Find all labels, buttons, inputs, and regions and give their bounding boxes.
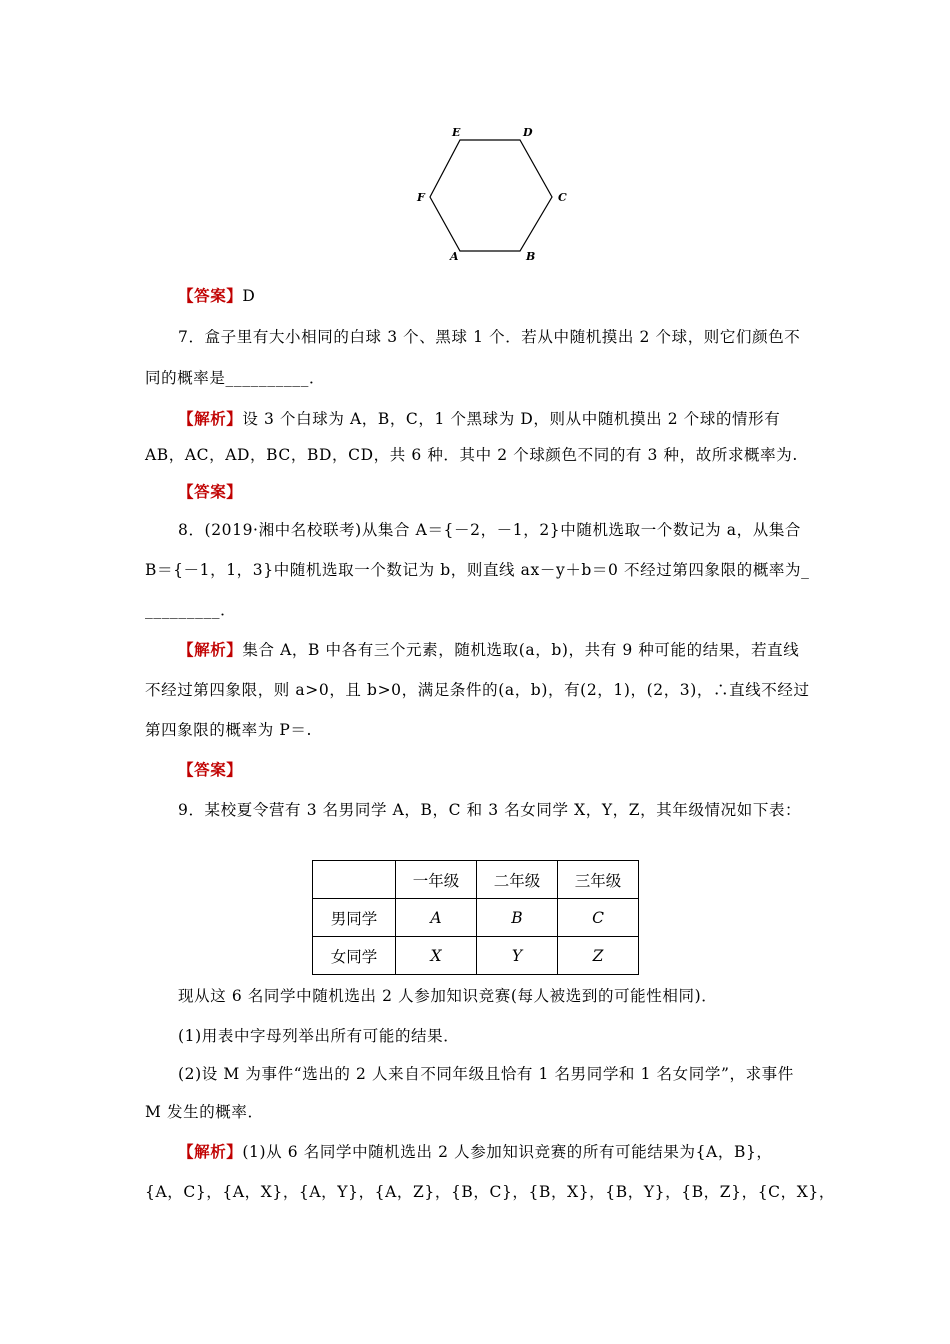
analysis-text: 设 3 个白球为 A，B，C，1 个黑球为 D，则从中随机摸出 2 个球的情形有 xyxy=(242,410,781,428)
table-row xyxy=(313,937,639,975)
analysis-text: 集合 A，B 中各有三个元素，随机选取(a，b)，共有 9 种可能的结果，若直线 xyxy=(242,641,800,659)
q9-part-2-line-1: (2)设 M 为事件“选出的 2 人来自不同年级且恰有 1 名男同学和 1 名女同学”，求事件 xyxy=(178,1065,794,1083)
q8-analysis-line-2: 不经过第四象限，则 a>0，且 b>0，满足条件的(a，b)，有(2，1)，(2，3)，∴直线不经过 xyxy=(145,681,810,699)
hexagon-shape xyxy=(430,140,552,251)
table-header-cell xyxy=(313,861,396,899)
q7-stem-line-1: 7．盒子里有大小相同的白球 3 个、黑球 1 个．若从中随机摸出 2 个球，则它们颜色不 xyxy=(178,328,801,346)
q9-part-2-line-2: M 发生的概率． xyxy=(145,1103,264,1121)
vertex-label-B: B xyxy=(526,250,536,263)
table-header-row xyxy=(313,861,639,899)
table-cell: C xyxy=(558,899,639,937)
q8-stem-line-2: B＝{－1，1，3}中随机选取一个数记为 b，则直线 ax－y＋b＝0 不经过第四象限的概率为_ xyxy=(145,561,810,579)
analysis-tag: 【解析】 xyxy=(178,409,243,428)
q7-stem-line-2: 同的概率是__________． xyxy=(145,369,326,387)
answer-tag: 【答案】 xyxy=(178,286,243,305)
table-header-cell: 一年级 xyxy=(396,861,477,899)
q8-stem-line-3: _________． xyxy=(145,601,237,619)
table-cell: 男同学 xyxy=(313,899,396,937)
hexagon-diagram xyxy=(405,120,575,270)
q9-stem-line-1: 9．某校夏令营有 3 名男同学 A，B，C 和 3 名女同学 X，Y，Z，其年级情况如下表： xyxy=(178,801,802,819)
hexagon-figure xyxy=(405,120,575,270)
table-cell: Y xyxy=(477,937,558,975)
q8-stem-line-1: 8．(2019·湘中名校联考)从集合 A＝{－2，－1，2}中随机选取一个数记为 a，从集合 xyxy=(178,521,802,539)
vertex-label-A: A xyxy=(450,250,459,263)
q9-part-1: (1)用表中字母列举出所有可能的结果． xyxy=(178,1027,460,1045)
answer-tag: 【答案】 xyxy=(178,482,243,501)
q8-analysis-line-1 xyxy=(178,638,799,662)
answer-tag: 【答案】 xyxy=(178,760,243,779)
grade-table xyxy=(312,860,639,975)
vertex-label-C: C xyxy=(558,191,567,204)
analysis-tag: 【解析】 xyxy=(178,1142,243,1161)
table-cell: B xyxy=(477,899,558,937)
q7-answer xyxy=(178,480,242,504)
vertex-label-D: D xyxy=(523,126,533,139)
table-cell: A xyxy=(396,899,477,937)
table-cell: Z xyxy=(558,937,639,975)
vertex-label-F: F xyxy=(417,191,425,204)
analysis-text: (1)从 6 名同学中随机选出 2 人参加知识竞赛的所有可能结果为{A，B}， xyxy=(242,1143,773,1161)
table-header-cell: 二年级 xyxy=(477,861,558,899)
analysis-tag: 【解析】 xyxy=(178,640,243,659)
q9-stem-line-2: 现从这 6 名同学中随机选出 2 人参加知识竞赛(每人被选到的可能性相同)． xyxy=(178,987,718,1005)
answer-value: D xyxy=(242,287,256,305)
q8-answer xyxy=(178,758,242,782)
q7-analysis-line-2: AB，AC，AD，BC，BD，CD，共 6 种．其中 2 个球颜色不同的有 3 种，故所求概率为. xyxy=(145,446,798,464)
table-header-cell: 三年级 xyxy=(558,861,639,899)
q9-analysis-line-1 xyxy=(178,1140,773,1164)
vertex-label-E: E xyxy=(452,126,461,139)
q8-analysis-line-3: 第四象限的概率为 P＝. xyxy=(145,721,312,739)
table-cell: 女同学 xyxy=(313,937,396,975)
q6-answer xyxy=(178,284,255,308)
table-row xyxy=(313,899,639,937)
q7-analysis-line-1 xyxy=(178,407,780,431)
q9-analysis-line-2: {A，C}，{A，X}，{A，Y}，{A，Z}，{B，C}，{B，X}，{B，Y}，{B，Z}，{C，X}， xyxy=(145,1183,835,1201)
table-cell: X xyxy=(396,937,477,975)
